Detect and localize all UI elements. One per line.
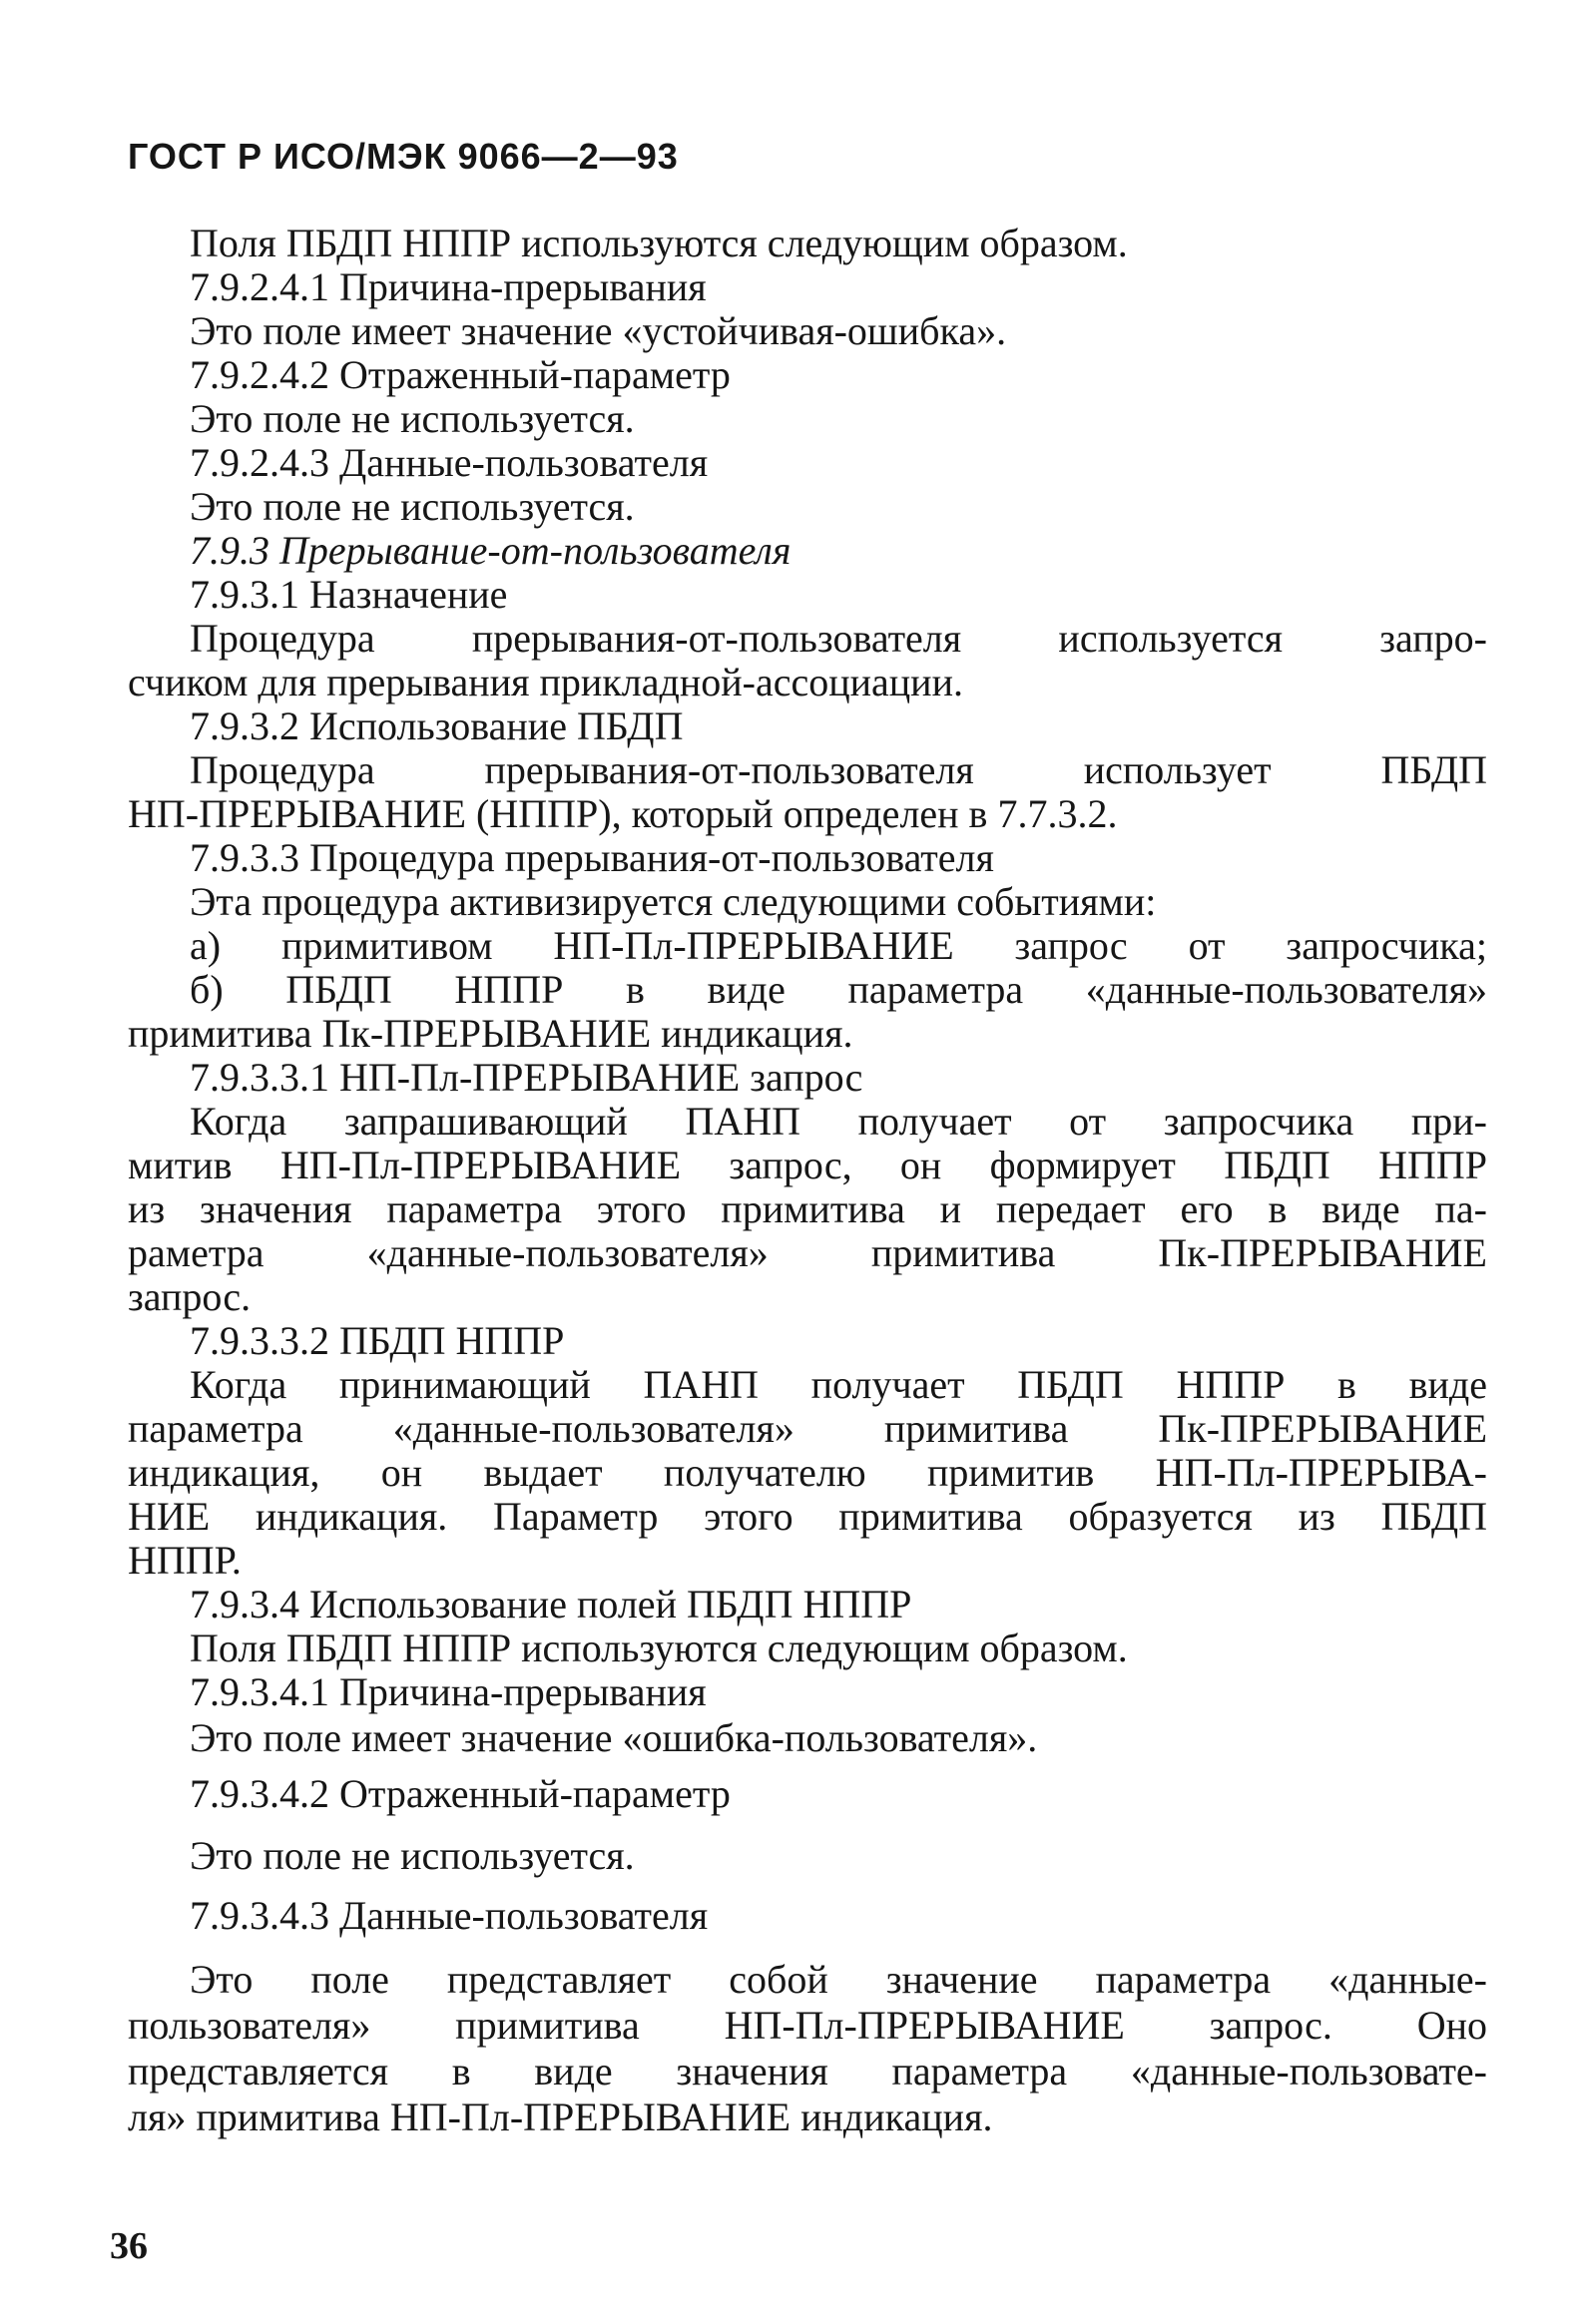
section-heading: 7.9.3.3.2 ПБДП НППР [190, 1318, 565, 1363]
list-item: а) примитивом НП-Пл-ПРЕРЫВАНИЕ запрос от запросчика; [190, 923, 1487, 968]
section-title: 7.9.3 Прерывание-от-пользователя [190, 528, 791, 573]
text-line: Процедура прерывания-от-пользователя использует ПБДП [190, 747, 1487, 792]
text-line: Поля ПБДП НППР используются следующим образом. [190, 221, 1128, 265]
section-heading: 7.9.2.4.3 Данные-пользователя [190, 440, 709, 485]
section-heading: 7.9.3.1 Назначение [190, 572, 508, 617]
text-line: раметра «данные-пользователя» примитива Пк-ПРЕРЫВАНИЕ [128, 1230, 1487, 1275]
text-line: индикация, он выдает получателю примитив НП-Пл-ПРЕРЫВА- [128, 1450, 1487, 1495]
text-line: Эта процедура активизируется следующими событиями: [190, 879, 1157, 924]
text-line: НП-ПРЕРЫВАНИЕ (НППР), который определен в 7.7.3.2. [128, 791, 1118, 836]
section-heading: 7.9.3.4 Использование полей ПБДП НППР [190, 1582, 912, 1627]
section-heading: 7.9.3.4.2 Отраженный-параметр [190, 1771, 731, 1816]
text-line: представляется в виде значения параметра «данные-пользовате- [128, 2049, 1487, 2093]
text-line: Поля ПБДП НППР используются следующим образом. [190, 1626, 1128, 1670]
section-heading: 7.9.3.4.3 Данные-пользователя [190, 1893, 709, 1938]
text-line: Это поле не используется. [190, 484, 635, 529]
text-line: Это поле имеет значение «устойчивая-ошибка». [190, 308, 1007, 353]
section-heading: 7.9.3.4.1 Причина-прерывания [190, 1669, 707, 1714]
text-line: счиком для прерывания прикладной-ассоциации. [128, 660, 963, 704]
text-line: Это поле представляет собой значение параметра «данные- [190, 1957, 1487, 2002]
text-line: запрос. [128, 1274, 252, 1319]
text-line: Это поле имеет значение «ошибка-пользователя». [190, 1715, 1038, 1760]
list-item: б) ПБДП НППР в виде параметра «данные-пользователя» [190, 967, 1487, 1012]
document-header: ГОСТ Р ИСО/МЭК 9066—2—93 [128, 136, 679, 177]
section-heading: 7.9.2.4.2 Отраженный-параметр [190, 352, 731, 397]
text-line: примитива Пк-ПРЕРЫВАНИЕ индикация. [128, 1011, 853, 1056]
text-line: НППР. [128, 1538, 242, 1583]
page-number: 36 [110, 2225, 148, 2267]
text-line: параметра «данные-пользователя» примитива Пк-ПРЕРЫВАНИЕ [128, 1406, 1487, 1451]
section-heading: 7.9.3.3 Процедура прерывания-от-пользователя [190, 835, 994, 880]
text-line: ля» примитива НП-Пл-ПРЕРЫВАНИЕ индикация. [128, 2094, 993, 2139]
text-line: НИЕ индикация. Параметр этого примитива образуется из ПБДП [128, 1494, 1487, 1539]
text-line: митив НП-Пл-ПРЕРЫВАНИЕ запрос, он формирует ПБДП НППР [128, 1143, 1487, 1187]
text-line: Когда принимающий ПАНП получает ПБДП НППР в виде [190, 1362, 1487, 1407]
section-heading: 7.9.3.2 Использование ПБДП [190, 703, 684, 748]
section-heading: 7.9.2.4.1 Причина-прерывания [190, 264, 707, 309]
text-line: Это поле не используется. [190, 396, 635, 441]
text-line: Это поле не используется. [190, 1833, 635, 1878]
text-line: Процедура прерывания-от-пользователя используется запро- [190, 616, 1487, 661]
text-line: из значения параметра этого примитива и передает его в виде па- [128, 1186, 1487, 1231]
text-line: пользователя» примитива НП-Пл-ПРЕРЫВАНИЕ запрос. Оно [128, 2003, 1487, 2048]
text-line: Когда запрашивающий ПАНП получает от запросчика при- [190, 1099, 1487, 1144]
section-heading: 7.9.3.3.1 НП-Пл-ПРЕРЫВАНИЕ запрос [190, 1055, 863, 1100]
